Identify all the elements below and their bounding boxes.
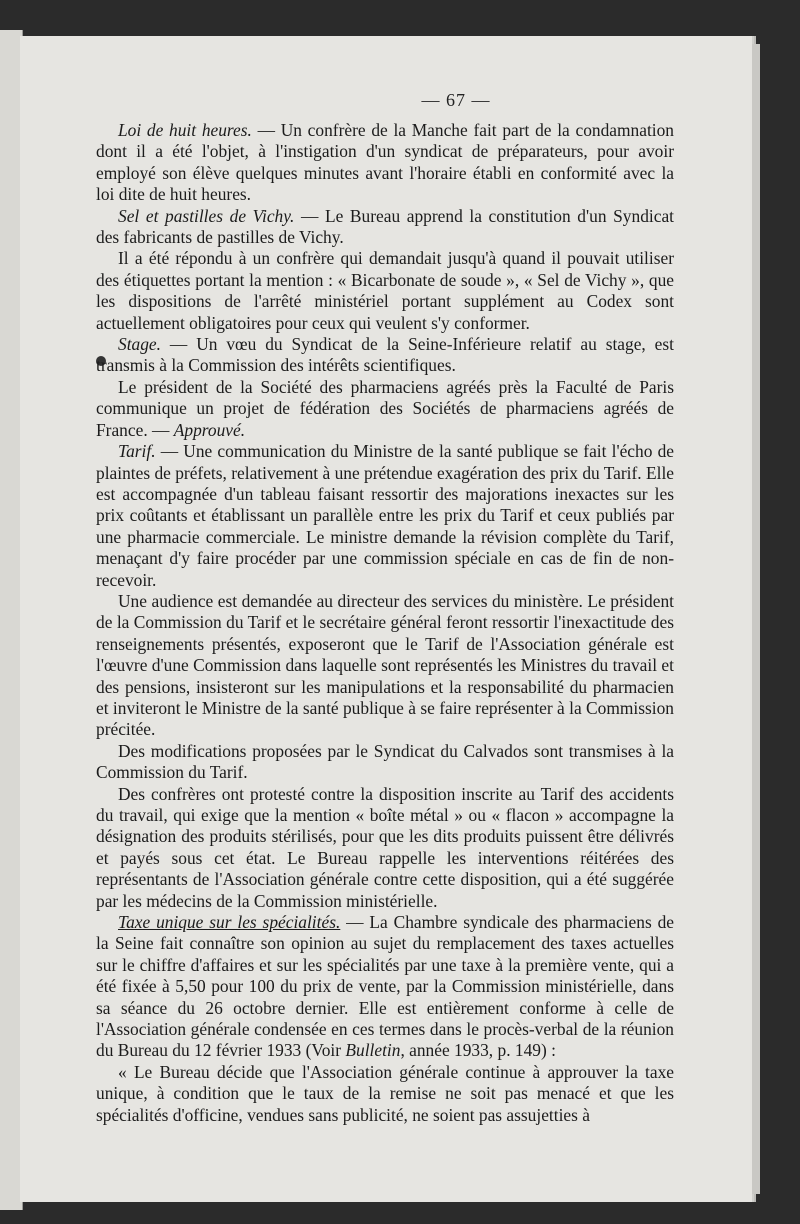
section-heading: Stage. [118,334,161,355]
paragraph-text: — Une communication du Ministre de la santé publique se fait l'écho de plaintes de préfets, relativement à une prétendue exagération des prix du Tarif. Elle est accompagnée d'un tableau faisant ressortir des majorations inexactes sur les prix coûtants et établissant un parallèle entre les prix du Tarif et ceux publiés par une pharmacie commerciale. Le ministre demande la révision complète du Tarif, menaçant d'y faire procéder par une commission spéciale en cas de fin de non-recevoir. [96,441,674,590]
paragraph-audience [96,591,674,741]
paragraph-societe-agrees [96,377,674,441]
paragraph-text: — Un confrère de la Manche fait part de la condamnation dont il a été l'objet, à l'instigation d'un syndicat de préparateurs, pour avoir employé son élève quelques minutes avant l'horaire établi en conformité avec la loi dite de huit heures. [96,120,674,205]
section-heading: Loi de huit heures. [118,120,252,140]
paragraph-text: Des modifications proposées par le Syndicat du Calvados sont transmises à la Commission du Tarif. [96,740,674,783]
paragraph-text: Des confrères ont protesté contre la disposition inscrite au Tarif des accidents du travail, qui exige que la mention « boîte métal » ou « flacon » accompagne la désignation des produits stérilisés, pour que les dits produits puissent être délivrés et payés sous cet état. Le Bureau rappelle les interventions réitérées des représentants de l'Association générale contre cette disposition, qui a été suggérée par les médecins de la Commission ministérielle. [96,783,674,911]
paragraph-tarif [96,441,674,591]
paragraph-accidents-travail [96,784,674,912]
paragraph-text: — Un vœu du Syndicat de la Seine-Inférieure relatif au stage, est transmis à la Commission des intérêts scientifiques. [96,334,674,376]
paragraph-text-end: , année 1933, p. 149) : [400,1040,556,1061]
body-text [96,120,674,1126]
paragraph-text: — Le Bureau apprend la constitution d'un Syndicat des fabricants de pastilles de Vichy. [96,205,674,248]
paragraph-text: Une audience est demandée au directeur des services du ministère. Le président de la Commission du Tarif et le secrétaire général feront ressortir l'inexactitude des renseignements présentés, exposeront que le Tarif de l'Association générale est l'œuvre d'une Commission dans laquelle sont représentés les Ministres du travail et des pensions, insisteront sur les manipulations et la responsabilité du pharmacien et inviteront le Ministre de la santé publique à se faire représenter à la Commission précitée. [96,590,674,740]
paragraph-text: Le président de la Société des pharmaciens agréés près la Faculté de Paris communique un projet de fédération des Sociétés de pharmaciens agréés de France. — [96,376,674,440]
paragraph-calvados [96,741,674,784]
paragraph-text: « Le Bureau décide que l'Association générale continue à approuver la taxe unique, à condition que le taux de la remise ne soit pas menacé et que les spécialités d'officine, vendues sans publicité, ne soient pas assujetties à [96,1061,674,1125]
paragraph-loi-huit-heures [96,120,674,206]
section-heading: Sel et pastilles de Vichy. [118,205,295,226]
approval-note: Approuvé. [173,419,246,440]
page-stack-edge [752,44,760,1194]
paragraph-stage [96,334,674,377]
paragraph-sel-pastilles [96,206,674,249]
paragraph-text: Il a été répondu à un confrère qui demandait jusqu'à quand il pouvait utiliser des étiquettes portant la mention : « Bicarbonate de soude », « Sel de Vichy », que les dispositions de l'arrêté ministériel portant supplément au Codex sont actuellement obligatoires pour ceux qui veulent s'y conformer. [96,248,674,333]
section-heading: Tarif. [118,441,156,462]
bulletin-reference: Bulletin [345,1040,401,1061]
paragraph-taxe-unique [96,912,674,1062]
paragraph-text: — La Chambre syndicale des pharmaciens de la Seine fait connaître son opinion au sujet du remplacement des taxes actuelles sur le chiffre d'affaires et sur les spécialités par une taxe à la première vente, qui a été fixée à 5,50 pour 100 du prix de vente, par la Commission ministérielle, dans sa séance du 26 octobre dernier. Elle est entièrement conforme à celle de l'Association générale condensée en ces termes dans le procès-verbal de la réunion du Bureau du 12 février 1933 (Voir [96,912,674,1061]
section-heading: Taxe unique sur les spécialités. [118,912,341,933]
paragraph-quote-bureau [96,1062,674,1126]
page-number: — 67 — [421,90,491,110]
paragraph-etiquettes [96,248,674,334]
